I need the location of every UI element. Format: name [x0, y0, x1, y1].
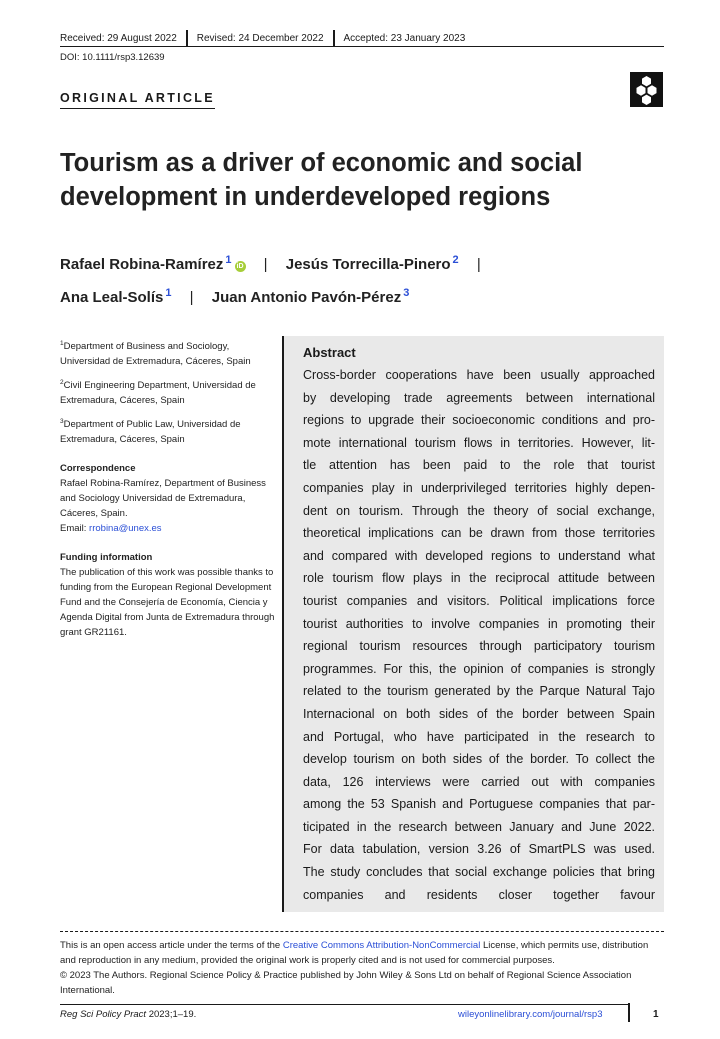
affiliation: $^1$Department of Business and Sociology, Universidad de Extremadura, Cáceres, Spain [60, 340, 251, 368]
received-date: Received: 29 August 2022 [60, 32, 177, 44]
abstract-line: ticipated in the research between January and June 2022. [303, 819, 655, 834]
article-dates [60, 30, 465, 46]
footer-rule [60, 1004, 628, 1005]
author-line-2 [60, 279, 670, 312]
author-separator: | [189, 289, 194, 306]
funding-text: The publication of this work was possible thanks to funding from the European Regional Development Fund and the Consejería de Economía, Ciencia y Agenda Digital from Junta de Extremadura through grant GR21161. [60, 567, 275, 639]
abstract-line: tourist companies and visitors. Political implications force [303, 593, 655, 608]
abstract-line: theoretical implications can be drawn from those territories [303, 526, 655, 541]
author-separator: | [476, 256, 481, 273]
abstract-line: data, 126 interviews were carried out with companies [303, 774, 655, 789]
abstract-line: The study concludes that social exchange policies that bring [303, 865, 655, 880]
footer-separator [628, 1003, 630, 1022]
license-text: This is an open access article under the terms of the Creative Commons Attribution-NonCommercial License, which permits use, distribution and reproduction in any medium, provided the original work is properly cited and is not used for commercial purposes. [60, 940, 649, 966]
abstract-line: among the 53 Spanish and Portuguese companies that par- [303, 797, 655, 812]
header-rule [60, 46, 664, 47]
abstract-heading: Abstract [303, 345, 356, 360]
abstract-line: and compared with developed regions to understand what [303, 548, 655, 563]
license-note [60, 938, 664, 998]
footnote-divider [60, 931, 664, 932]
email-link[interactable]: rrobina@unex.es [89, 523, 162, 535]
abstract-line: regional tourism resources through participatory tourism [303, 639, 655, 654]
side-info [60, 336, 280, 640]
abstract-line: companies play in underprivileged territories highly depen- [303, 480, 655, 495]
abstract-line: tourist authorities to involve companies in promoting their [303, 616, 655, 631]
affiliation-ref[interactable]: 3 [403, 287, 410, 299]
author-list [60, 246, 670, 312]
abstract-line: develop tourism on both sides of the border. To collect the [303, 752, 655, 767]
author-name[interactable]: Ana Leal-Solís [60, 289, 164, 306]
abstract-line: programmes. For this, the opinion of companies is strongly [303, 661, 655, 676]
author-name[interactable]: Rafael Robina-Ramírez [60, 256, 224, 273]
article-title: Tourism as a driver of economic and social development in underdeveloped regions [60, 149, 583, 211]
section-label: ORIGINAL ARTICLE [60, 91, 215, 109]
author-name[interactable]: Juan Antonio Pavón-Pérez [211, 289, 402, 306]
journal-url[interactable]: wileyonlinelibrary.com/journal/rsp3 [458, 1009, 603, 1020]
affiliation: $^3$Department of Public Law, Universidad de Extremadura, Cáceres, Spain [60, 418, 241, 446]
abstract-line: related to the tourism generated by the Parque Natural Tajo [303, 684, 655, 699]
copyright-text: © 2023 The Authors. Regional Science Policy & Practice published by John Wiley & Sons Ltd on behalf of Regional Science Association International. [60, 970, 632, 996]
doi[interactable]: DOI: 10.1111/rsp3.12639 [60, 52, 165, 63]
author-separator: | [263, 256, 268, 273]
correspondence-text: Rafael Robina-Ramírez, Department of Business and Sociology Universidad de Extremadura, Cáceres, Spain. [60, 478, 266, 520]
funding-heading: Funding information [60, 552, 153, 564]
date-separator [333, 30, 335, 46]
author-line-1 [60, 246, 670, 279]
abstract-line: role tourism flow plays in the reciprocal attitude between [303, 571, 655, 586]
abstract-line: dent on tourism. Through the theory of social exchange, [303, 503, 655, 518]
abstract-line: regions to upgrade their socioeconomic conditions and pro- [303, 413, 655, 428]
abstract-line: mote international tourism flows in territories. However, lit- [303, 435, 655, 450]
orcid-icon[interactable]: iD [236, 263, 244, 270]
abstract-line: For data tabulation, version 3.26 of SmartPLS was used. [303, 842, 655, 857]
affiliation: $^2$Civil Engineering Department, Universidad de Extremadura, Cáceres, Spain [60, 379, 256, 407]
abstract-line: tle attention has been paid to the role that tourist [303, 458, 655, 473]
correspondence-heading: Correspondence [60, 463, 136, 475]
abstract-line: Internacional on both sides of the border between Spain [303, 706, 655, 721]
abstract-box [282, 336, 664, 912]
footer-citation: Reg Sci Policy Pract 2023;1–19. [60, 1009, 197, 1020]
page-number: 1 [653, 1009, 659, 1020]
date-separator [186, 30, 188, 46]
correspondence-email: Email: rrobina@unex.es [60, 523, 162, 535]
affiliation-ref[interactable]: 1 [225, 254, 232, 266]
license-link[interactable]: Creative Commons Attribution-NonCommercial [282, 940, 481, 951]
abstract-line: by developing trade agreements between international [303, 390, 655, 405]
abstract-line: companies and residents closer together favour [303, 887, 655, 902]
abstract-line: Cross-border cooperations have been usually approached [303, 368, 655, 382]
author-name[interactable]: Jesús Torrecilla-Pinero [285, 256, 451, 273]
affiliation-ref[interactable]: 2 [452, 254, 459, 266]
journal-name: Reg Sci Policy Pract [60, 1009, 147, 1020]
journal-logo [630, 72, 663, 107]
revised-date: Revised: 24 December 2022 [196, 32, 324, 44]
affiliation-ref[interactable]: 1 [165, 287, 172, 299]
abstract-line: and Portugal, who have participated in the research to [303, 729, 655, 744]
accepted-date: Accepted: 23 January 2023 [343, 32, 466, 44]
